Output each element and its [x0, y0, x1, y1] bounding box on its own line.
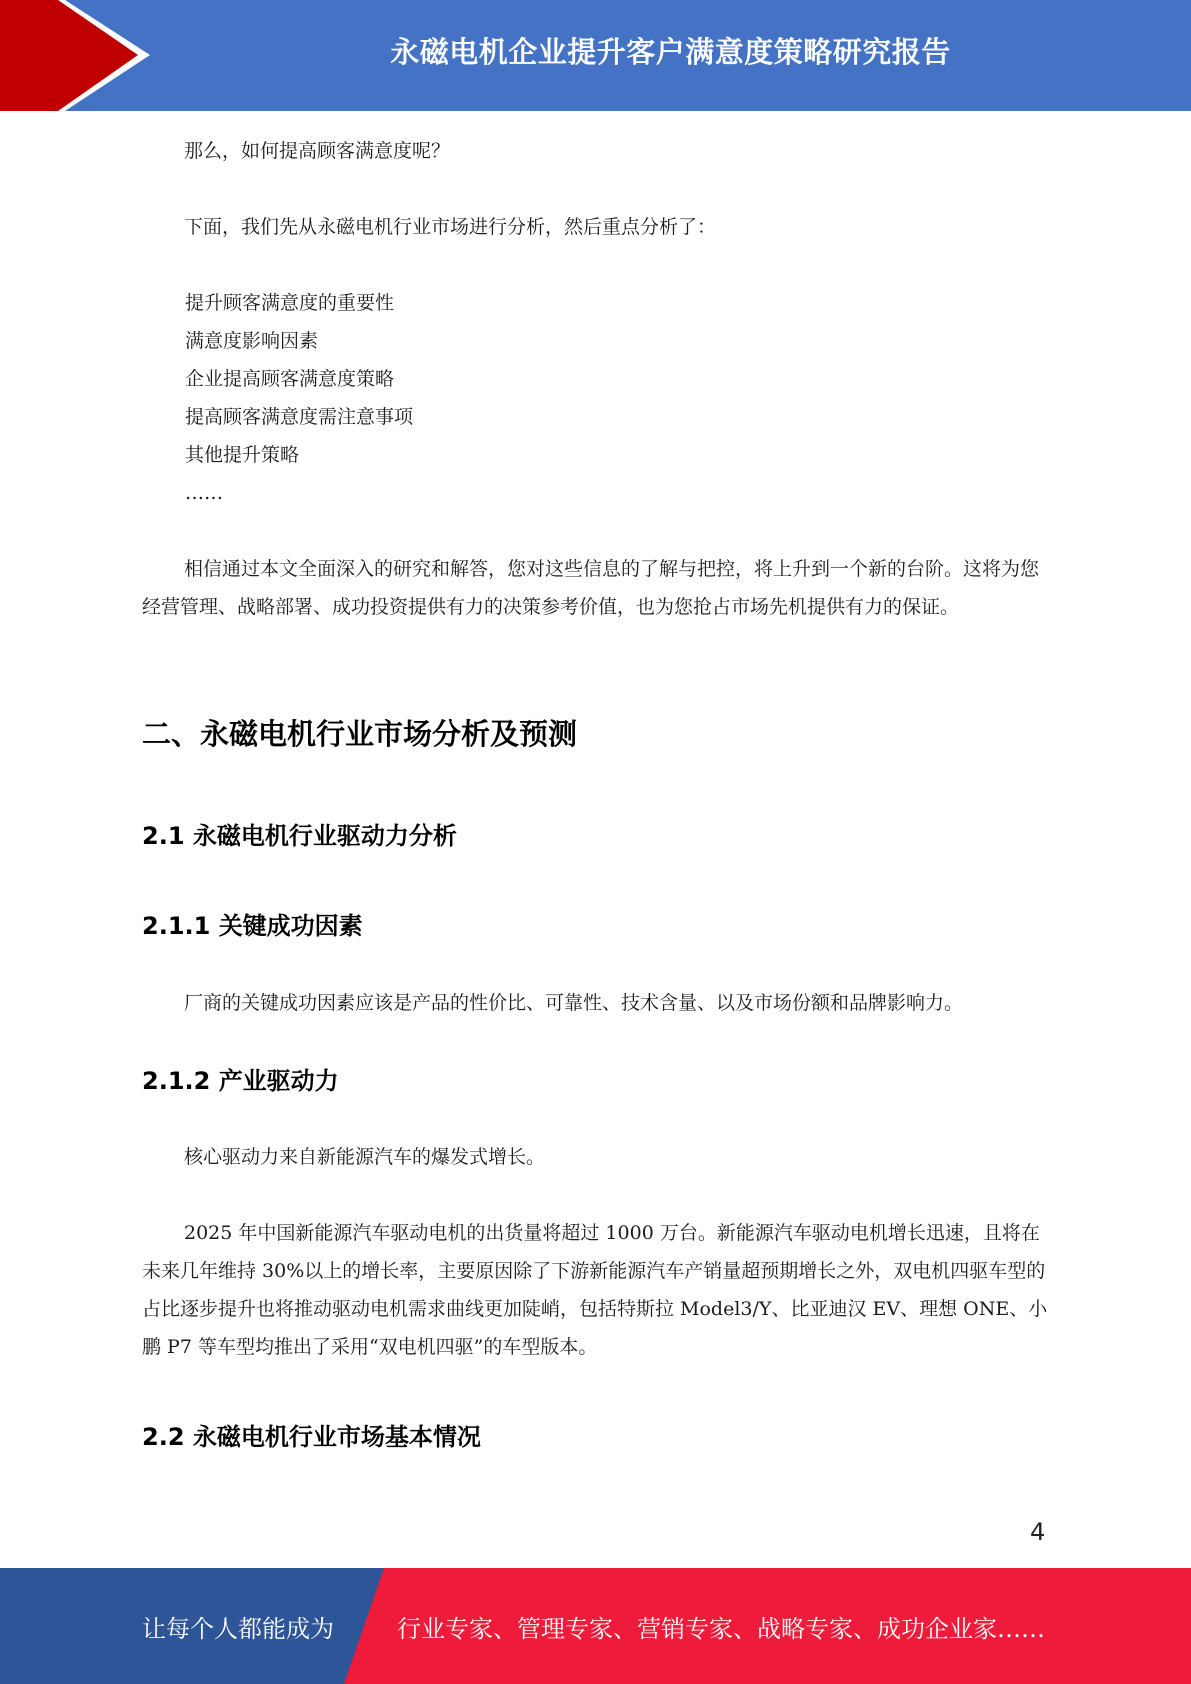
page-header	[0, 0, 1191, 111]
paragraph-intro: 下面，我们先从永磁电机行业市场进行分析，然后重点分析了：	[184, 216, 717, 238]
footer-slogan-left: 让每个人都能成为	[142, 1614, 334, 1643]
subsection-heading: 2.2 永磁电机行业市场基本情况	[142, 1423, 481, 1451]
list-item: ……	[185, 482, 223, 504]
page-footer	[0, 1568, 1191, 1684]
list-item: 满意度影响因素	[185, 330, 319, 352]
list-item: 提升顾客满意度的重要性	[185, 292, 395, 314]
list-item: 其他提升策略	[185, 444, 300, 466]
paragraph-conclusion: 相信通过本文全面深入的研究和解答，您对这些信息的了解与把控，将上升到一个新的台阶。这将为您经营管理、战略部署、成功投资提供有力的决策参考价值，也为您抢占市场先机提供有力的保证。	[142, 558, 1040, 618]
paragraph-market-growth: 2025 年中国新能源汽车驱动电机的出货量将超过 1000 万台。新能源汽车驱动电机增长迅速，且将在未来几年维持 30%以上的增长率，主要原因除了下游新能源汽车产销量超预期增长之外，双电机四驱车型的占比逐步提升也将推动驱动电机需求曲线更加陡峭，包括特斯拉 Model3/Y、比亚迪汉 EV、理想 ONE、小鹏 P7 等车型均推出了采用“双电机四驱”的车型版本。	[142, 1222, 1048, 1358]
section-heading: 二、永磁电机行业市场分析及预测	[142, 717, 578, 751]
paragraph-question: 那么，如何提高顾客满意度呢？	[184, 140, 451, 162]
footer-slogan-right: 行业专家、管理专家、营销专家、战略专家、成功企业家……	[397, 1614, 1045, 1643]
paragraph-key-factors: 厂商的关键成功因素应该是产品的性价比、可靠性、技术含量、以及市场份额和品牌影响力。	[184, 992, 964, 1014]
subsection-heading: 2.1.1 关键成功因素	[142, 912, 363, 940]
list-item: 提高顾客满意度需注意事项	[185, 406, 414, 428]
page-number: 4	[1030, 1518, 1046, 1546]
list-item: 企业提高顾客满意度策略	[185, 368, 395, 390]
subsection-heading: 2.1.2 产业驱动力	[142, 1067, 339, 1095]
paragraph-driver: 核心驱动力来自新能源汽车的爆发式增长。	[184, 1146, 546, 1168]
header-title: 永磁电机企业提升客户满意度策略研究报告	[390, 34, 951, 69]
subsection-heading: 2.1 永磁电机行业驱动力分析	[142, 822, 457, 850]
